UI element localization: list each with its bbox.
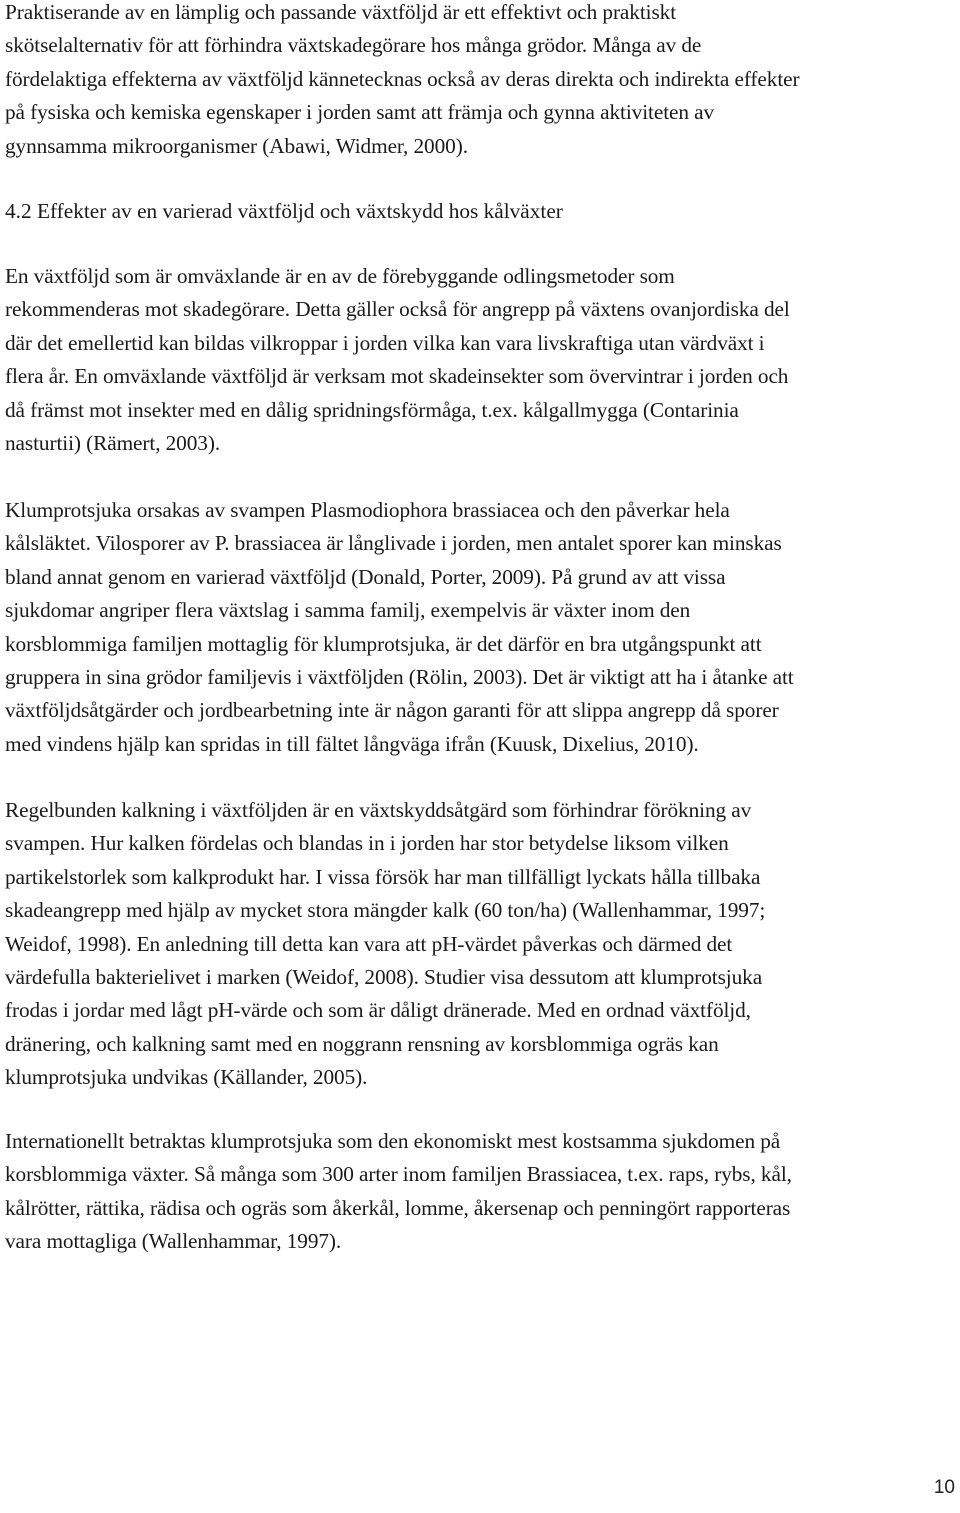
text-line: sjukdomar angriper flera växtslag i samma familj, exempelvis är växter inom den [5,598,691,623]
text-line: dränering, och kalkning samt med en noggrann rensning av korsblommiga ogräs kan [5,1031,719,1056]
intro-paragraph [5,0,799,163]
text-line: Weidof, 1998). En anledning till detta kan vara att pH-värdet påverkas och därmed det [5,931,733,956]
text-line: Regelbunden kalkning i växtföljden är en växtskyddsåtgärd som förhindrar förökning av [5,798,752,822]
text-line: En växtföljd som är omväxlande är en av de förebyggande odlingsmetoder som [5,264,675,288]
text-line: på fysiska och kemiska egenskaper i jorden samt att främja och gynna aktiviteten av [5,100,715,125]
text-line: Internationellt betraktas klumprotsjuka som den ekonomiskt mest kostsamma sjukdomen på [5,1129,781,1153]
text-line: Praktiserande av en lämplig och passande växtföljd är ett effektivt och praktiskt [5,0,677,24]
text-line: gruppera in sina grödor familjevis i växtföljden (Rölin, 2003). Det är viktigt att ha i åtanke att [5,665,794,690]
text-line: nasturtii) (Rämert, 2003). [5,431,221,456]
text-line: Klumprotsjuka orsakas av svampen Plasmodiophora brassiacea och den påverkar hela [5,498,730,522]
text-line: skötselalternativ för att förhindra växtskadegörare hos många grödor. Många av de [5,33,702,58]
text-line: vara mottagliga (Wallenhammar, 1997). [5,1229,342,1254]
body-paragraph-3 [5,794,765,1095]
text-line: kålsläktet. Vilosporer av P. brassiacea är långlivade i jorden, men antalet sporer kan minskas [5,531,782,556]
text-line: värdefulla bakterielivet i marken (Weidof, 2008). Studier visa dessutom att klumprotsjuka [5,965,763,990]
text-line: bland annat genom en varierad växtföljd (Donald, Porter, 2009). På grund av att vissa [5,564,726,589]
text-line: då främst mot insekter med en dålig spridningsförmåga, t.ex. kålgallmygga (Contarinia [5,397,739,422]
text-line: fördelaktiga effekterna av växtföljd kännetecknas också av deras direkta och indirekta effekter [5,66,800,91]
text-line: svampen. Hur kalken fördelas och blandas in i jorden har stor betydelse liksom vilken [5,831,729,856]
page-number: 10 [933,1477,955,1498]
body-paragraph-1 [5,260,790,460]
body-paragraph-2 [5,494,794,761]
text-line: med vindens hjälp kan spridas in till fältet långväga ifrån (Kuusk, Dixelius, 2010). [5,731,699,756]
text-line: gynnsamma mikroorganismer (Abawi, Widmer, 2000). [5,133,468,158]
text-line: klumprotsjuka undvikas (Källander, 2005). [5,1065,368,1090]
text-line: korsblommiga familjen mottaglig för klumprotsjuka, är det därför en bra utgångspunkt att [5,631,762,656]
text-line: skadeangrepp med hjälp av mycket stora mängder kalk (60 ton/ha) (Wallenhammar, 1997; [5,898,766,923]
text-line: frodas i jordar med lågt pH-värde och som är dåligt dränerade. Med en ordnad växtföljd, [5,998,751,1023]
text-line: korsblommiga växter. Så många som 300 arter inom familjen Brassiacea, t.ex. raps, rybs, kål, [5,1162,792,1187]
text-line: partikelstorlek som kalkprodukt har. I vissa försök har man tillfälligt lyckats hålla tillbaka [5,864,761,889]
text-line: flera år. En omväxlande växtföljd är verksam mot skadeinsekter som övervintrar i jorden och [5,364,789,389]
body-paragraph-4 [5,1125,792,1259]
section-heading: 4.2 Effekter av en varierad växtföljd och växtskydd hos kålväxter [5,199,563,223]
text-line: rekommenderas mot skadegörare. Detta gäller också för angrepp på växtens ovanjordiska del [5,297,790,322]
text-line: växtföljdsåtgärder och jordbearbetning inte är någon garanti för att slippa angrepp då sporer [5,698,779,723]
text-line: där det emellertid kan bildas vilkroppar i jorden vilka kan vara livskraftiga utan värdväxt i [5,330,765,355]
text-line: kålrötter, rättika, rädisa och ogräs som åkerkål, lomme, åkersenap och penningört rapporteras [5,1195,791,1220]
